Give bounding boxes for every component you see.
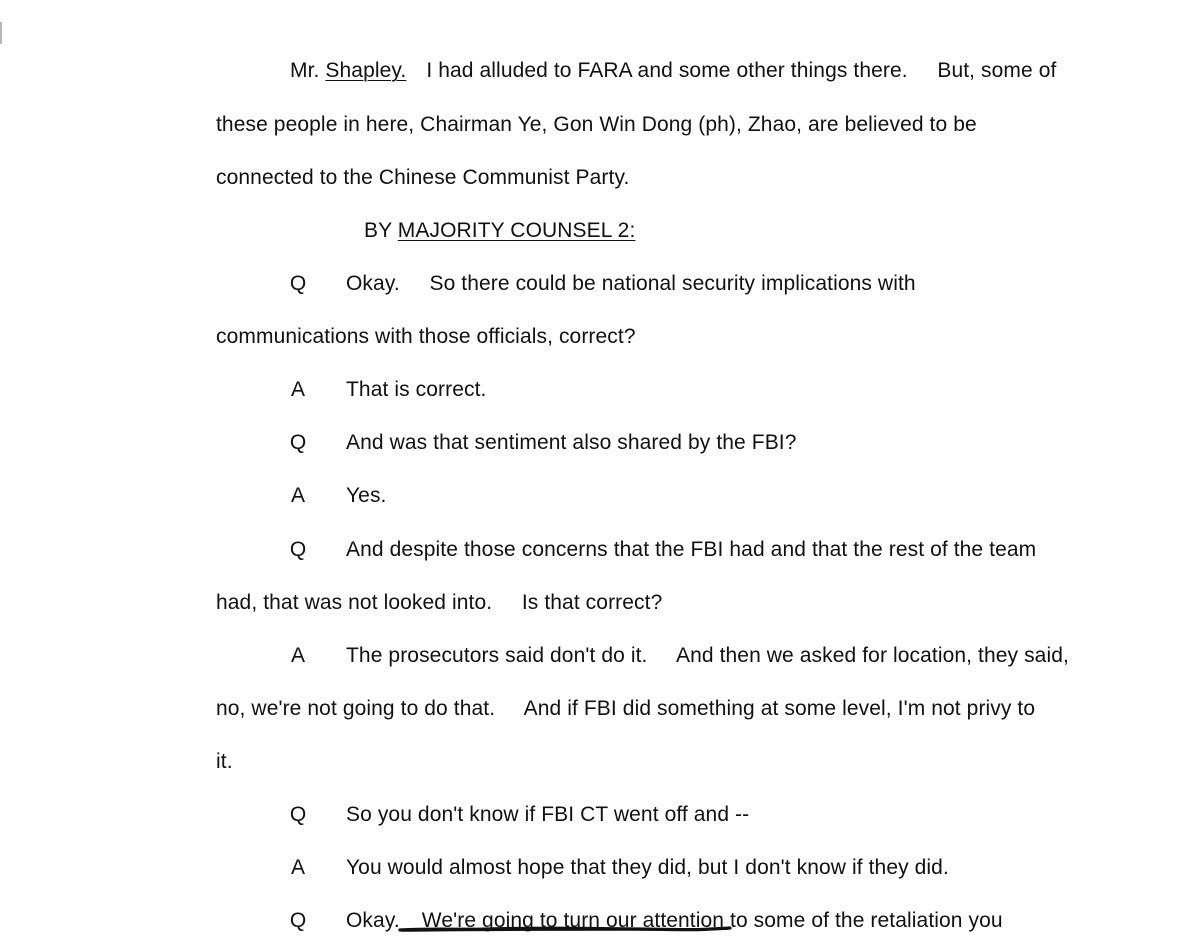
exchange-continuation: no, we're not going to do that. And if FBI did something at some level, I'm not privy to [216, 697, 1036, 720]
pen-strike-mark [398, 918, 738, 938]
speaker-prefix: Mr. [290, 59, 320, 82]
exchange-label: Q [289, 272, 307, 295]
exchange-text: And was that sentiment also shared by the FBI? [346, 431, 797, 454]
shapley-line-1 [290, 58, 1056, 84]
exchange-label: Q [289, 909, 307, 932]
exchange-text: That is correct. [346, 378, 487, 401]
examiner-prefix: BY [364, 219, 392, 242]
exchange-label: Q [289, 803, 307, 826]
exchange-text: You would almost hope that they did, but I don't know if they did. [346, 856, 949, 879]
page-edge-mark [0, 22, 2, 44]
exchange-label: A [290, 644, 305, 667]
exchange-text-end: to some of the retaliation you [724, 909, 1003, 932]
speaker-name: Shapley. [325, 59, 407, 82]
shapley-line-3: connected to the Chinese Communist Party. [216, 166, 630, 189]
exchange-label: A [290, 484, 305, 507]
examiner-name: MAJORITY COUNSEL 2: [397, 219, 636, 242]
exchange-text: And despite those concerns that the FBI had and that the rest of the team [346, 538, 1037, 561]
exchange-text: Yes. [346, 484, 387, 507]
struck-text: We're going to turn our attention [421, 909, 725, 932]
shapley-line-2: these people in here, Chairman Ye, Gon Win Dong (ph), Zhao, are believed to be [216, 113, 977, 136]
exchange-label: Q [289, 431, 307, 454]
exchange-continuation: communications with those officials, correct? [216, 325, 636, 348]
exchange-text: So you don't know if FBI CT went off and -- [346, 803, 750, 826]
exchange-label: A [290, 378, 305, 401]
exchange-continuation: it. [216, 750, 233, 773]
exchange-text: The prosecutors said don't do it. And then we asked for location, they said, [346, 644, 1069, 667]
exchange-text: Okay. So there could be national security implications with [346, 272, 916, 295]
exchange-continuation: had, that was not looked into. Is that correct? [216, 591, 663, 614]
exchange-label: Q [289, 538, 307, 561]
exchange-text-start: Okay. [346, 909, 400, 932]
exchange-label: A [290, 856, 305, 879]
shapley-line-1-text: I had alluded to FARA and some other things there. But, some of [426, 59, 1057, 82]
examiner-heading [364, 218, 635, 244]
